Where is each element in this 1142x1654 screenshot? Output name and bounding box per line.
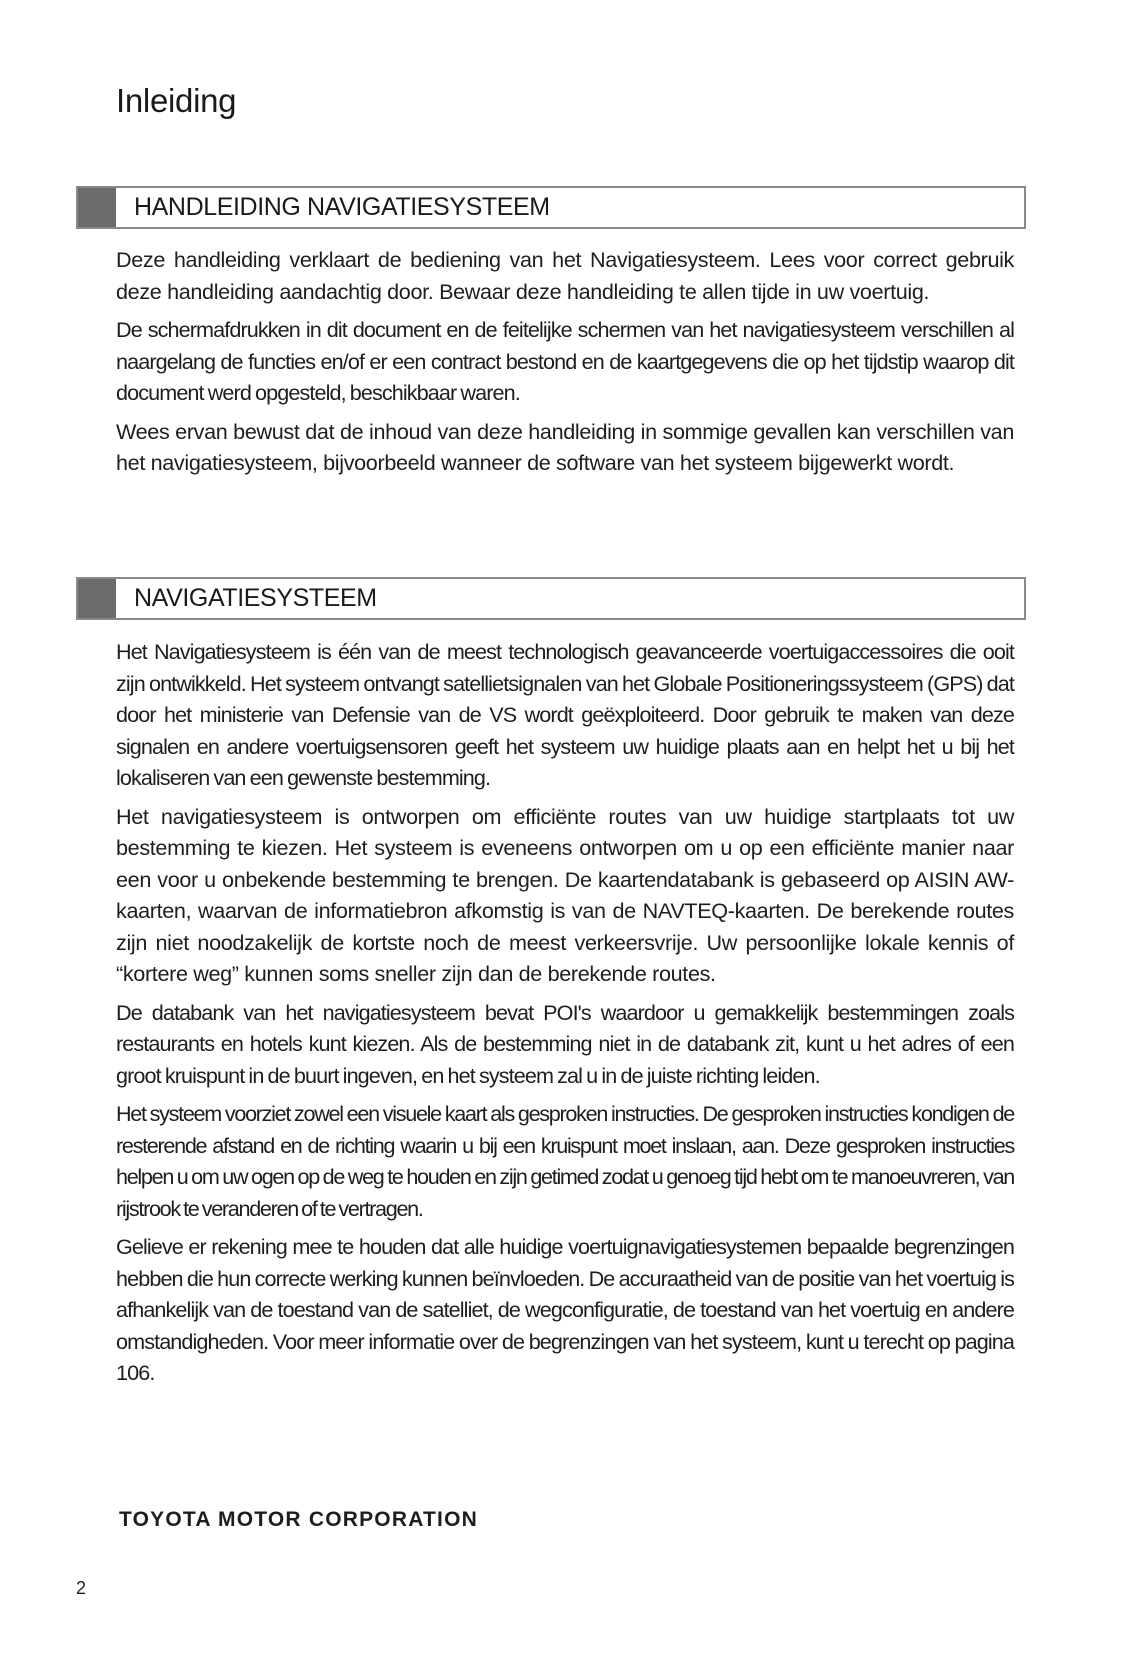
section-marker-block (78, 579, 116, 618)
section-heading: NAVIGATIESYSTEEM (134, 584, 377, 612)
section-heading: HANDLEIDING NAVIGATIESYSTEEM (134, 193, 550, 221)
section-marker-block (78, 188, 116, 227)
paragraph: Gelieve er rekening mee te houden dat alle huidige voertuignavigatiesystemen bepaalde begrenzingen hebben die hun correcte werking kunnen beïnvloeden. De accuraatheid van de positie van het voertuig is afhankelijk van de toestand van de satelliet, de wegconfiguratie, de toestand van het voertuig en andere omstandigheden. Voor meer informatie over de begrenzingen van het systeem, kunt u terecht op pagina 106. (116, 1234, 1014, 1385)
paragraph: Het Navigatiesysteem is één van de meest technologisch geavanceerde voertuigaccessoires die ooit zijn ontwikkeld. Het systeem ontvangt satellietsignalen van het Globale Positioneringssysteem (GPS) dat door het ministerie van Defensie van de VS wordt geëxploiteerd. Door gebruik te maken van deze signalen en andere voertuigsensoren geeft het systeem uw huidige plaats aan en helpt het u bij het lokaliseren van een gewenste bestemming. (116, 639, 1014, 790)
paragraph: Het systeem voorziet zowel een visuele kaart als gesproken instructies. De gesproken instructies kondigen de resterende afstand en de richting waarin u bij een kruispunt moet inslaan, aan. Deze gesproken instructies helpen u om uw ogen op de weg te houden en zijn getimed zodat u genoeg tijd hebt om te manoeuvreren, van rijstrook te veranderen of te vertragen. (116, 1101, 1014, 1221)
section-header-navigatiesysteem (76, 577, 1026, 620)
paragraph: Het navigatiesysteem is ontworpen om efficiënte routes van uw huidige startplaats tot uw bestemming te kiezen. Het systeem is eveneens ontworpen om u op een efficiënte manier naar een voor u onbekende bestemming te brengen. De kaartendatabank is gebaseerd op AISIN AW-kaarten, waarvan de informatiebron afkomstig is van de NAVTEQ-kaarten. De berekende routes zijn niet noodzakelijk de kortste noch de meest verkeersvrije. Uw persoonlijke lokale kennis of “kortere weg” kunnen soms sneller zijn dan de berekende routes. (116, 803, 1014, 986)
paragraph: Wees ervan bewust dat de inhoud van deze handleiding in sommige gevallen kan verschillen van het navigatiesysteem, bijvoorbeeld wanneer de software van het systeem bijgewerkt wordt. (116, 418, 1014, 475)
paragraph: De databank van het navigatiesysteem bevat POI's waardoor u gemakkelijk bestemmingen zoals restaurants en hotels kunt kiezen. Als de bestemming niet in de databank zit, kunt u het adres of een groot kruispunt in de buurt ingeven, en het systeem zal u in de juiste richting leiden. (116, 999, 1014, 1088)
section-header-handleiding (76, 186, 1026, 229)
footer-company-name: TOYOTA MOTOR CORPORATION (119, 1508, 478, 1531)
section-body-navigatiesysteem (116, 636, 1014, 1396)
paragraph: Deze handleiding verklaart de bediening van het Navigatiesysteem. Lees voor correct gebruik deze handleiding aandachtig door. Bewaar deze handleiding te allen tijde in uw voertuig. (116, 247, 1014, 304)
page-number: 2 (76, 1578, 87, 1598)
paragraph: De schermafdrukken in dit document en de feitelijke schermen van het navigatiesysteem verschillen al naargelang de functies en/of er een contract bestond en de kaartgegevens die op het tijdstip waarop dit document werd opgesteld, beschikbaar waren. (116, 317, 1014, 405)
page-title: Inleiding (116, 82, 237, 119)
section-body-handleiding (116, 244, 1014, 486)
